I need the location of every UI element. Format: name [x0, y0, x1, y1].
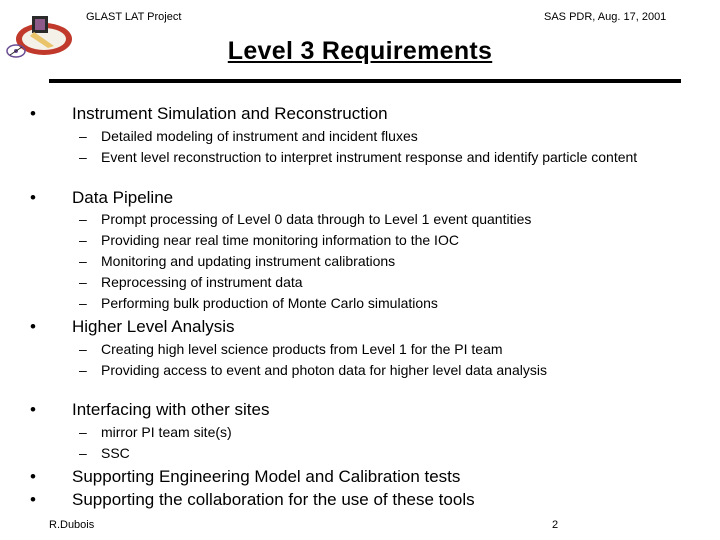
- title-divider: [49, 79, 681, 83]
- sub-bullet-text: Providing near real time monitoring information to the IOC: [101, 232, 459, 248]
- sub-bullet-marker: –: [79, 211, 87, 227]
- bullet-text: Supporting the collaboration for the use of these tools: [72, 490, 475, 509]
- sub-bullet-text: Performing bulk production of Monte Carlo simulations: [101, 295, 438, 311]
- sub-bullet-text: mirror PI team site(s): [101, 424, 232, 440]
- sub-bullet-marker: –: [79, 274, 87, 290]
- page-number: 2: [552, 519, 559, 531]
- sub-bullet-text: Reprocessing of instrument data: [101, 274, 303, 290]
- sub-bullet-text: Event level reconstruction to interpret instrument response and identify particle content: [101, 149, 638, 165]
- header-project: GLAST LAT Project: [86, 11, 182, 23]
- bullet-marker: •: [30, 490, 36, 509]
- sub-bullet-marker: –: [79, 424, 87, 440]
- bullet-text: Supporting Engineering Model and Calibration tests: [72, 467, 461, 486]
- sub-bullet-marker: –: [79, 341, 87, 357]
- bullet-marker: •: [30, 188, 36, 207]
- bullet-marker: •: [30, 400, 36, 419]
- sub-bullet-marker: –: [79, 149, 87, 165]
- sub-bullet-marker: –: [79, 445, 87, 461]
- sub-bullet-marker: –: [79, 128, 87, 144]
- bullet-marker: •: [30, 467, 36, 486]
- sub-bullet-marker: –: [79, 253, 87, 269]
- bullet-text: Data Pipeline: [72, 188, 174, 207]
- sub-bullet-marker: –: [79, 232, 87, 248]
- bullet-text: Instrument Simulation and Reconstruction: [72, 104, 388, 123]
- bullet-marker: •: [30, 317, 36, 336]
- sub-bullet-text: SSC: [101, 445, 130, 461]
- bullet-marker: •: [30, 104, 36, 123]
- sub-bullet-text: Monitoring and updating instrument calibrations: [101, 253, 396, 269]
- slide-title: Level 3 Requirements: [227, 37, 493, 65]
- bullet-text: Higher Level Analysis: [72, 317, 235, 336]
- sub-bullet-text: Detailed modeling of instrument and incident fluxes: [101, 128, 418, 144]
- sub-bullet-marker: –: [79, 295, 87, 311]
- sub-bullet-text: Creating high level science products from Level 1 for the PI team: [101, 341, 503, 357]
- header-date: SAS PDR, Aug. 17, 2001: [544, 11, 667, 23]
- sub-bullet-text: Providing access to event and photon data for higher level data analysis: [101, 362, 547, 378]
- sub-bullet-text: Prompt processing of Level 0 data through to Level 1 event quantities: [101, 211, 532, 227]
- bullet-text: Interfacing with other sites: [72, 400, 270, 419]
- footer-author: R.Dubois: [49, 519, 95, 531]
- sub-bullet-marker: –: [79, 362, 87, 378]
